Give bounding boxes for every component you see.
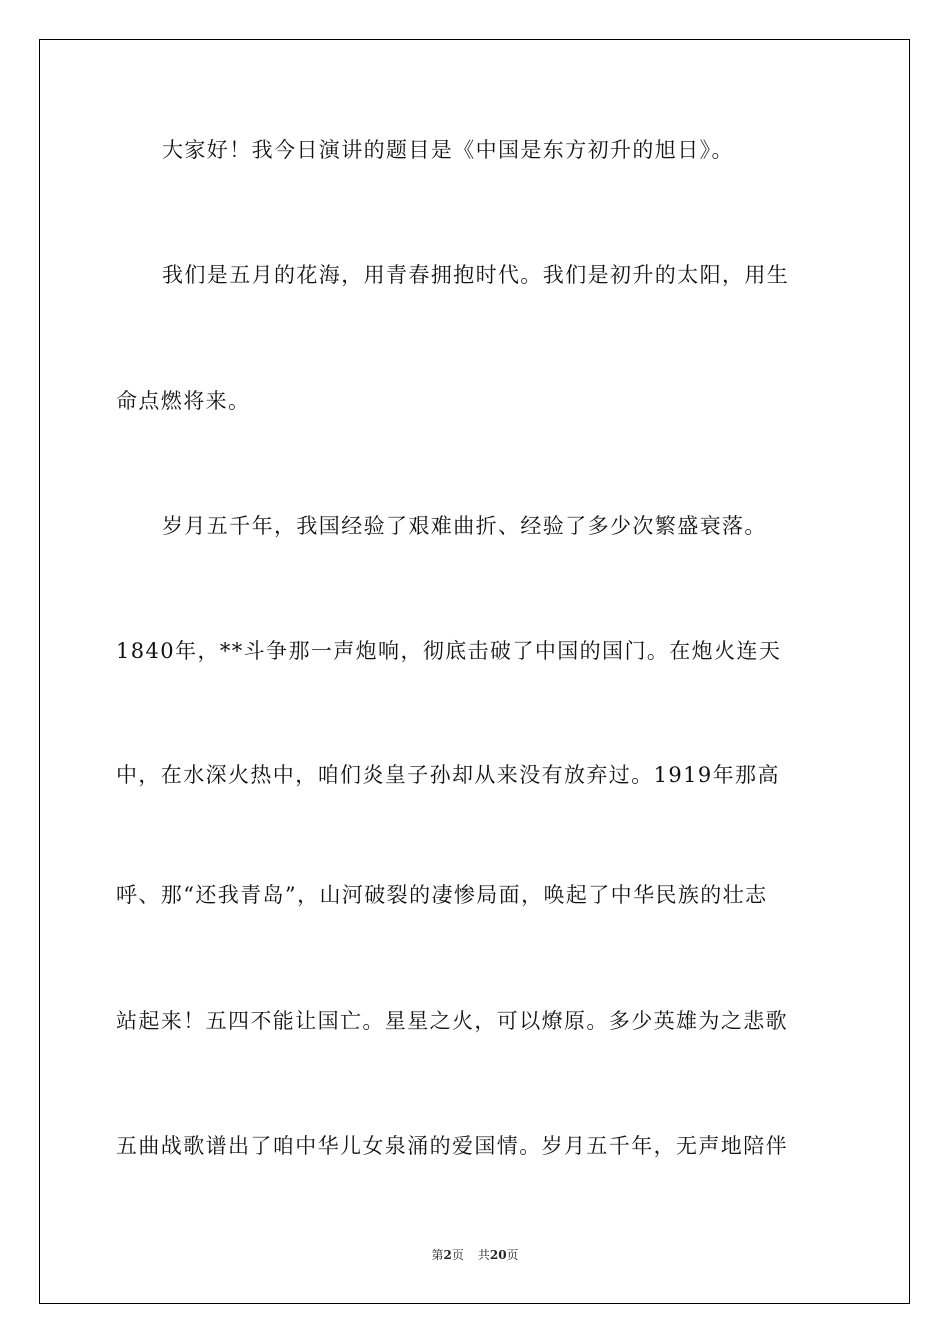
text-line-8: 站起来！五四不能让国亡。星星之火，可以燎原。多少英雄为之悲歌	[116, 1009, 788, 1033]
page-footer	[0, 1247, 950, 1263]
page-suffix: 页	[451, 1248, 464, 1262]
text-line-9: 五曲战歌谱出了咱中华儿女泉涌的爱国情。岁月五千年，无声地陪伴	[116, 1134, 788, 1158]
text-line-1: 大家好！我今日演讲的题目是《中国是东方初升的旭日》。	[162, 138, 734, 162]
total-pages: 20	[489, 1248, 507, 1262]
page-prefix: 第	[431, 1248, 444, 1262]
text-line-4: 岁月五千年，我国经验了艰难曲折、经验了多少次繁盛衰落。	[162, 514, 767, 538]
total-prefix: 共	[477, 1248, 490, 1262]
text-line-6: 中，在水深火热中，咱们炎皇子孙却从来没有放弃过。1919年那高	[116, 763, 780, 787]
page-border	[39, 39, 910, 1304]
page-number: 2	[443, 1248, 452, 1262]
text-line-5: 1840年，**斗争那一声炮响，彻底击破了中国的国门。在炮火连天	[116, 639, 782, 663]
text-line-7: 呼、那“还我青岛”，山河破裂的凄惨局面，唤起了中华民族的壮志	[116, 883, 768, 907]
text-line-3: 命点燃将来。	[116, 389, 251, 413]
total-suffix: 页	[506, 1248, 519, 1262]
text-line-2: 我们是五月的花海，用青春拥抱时代。我们是初升的太阳，用生	[162, 263, 790, 287]
